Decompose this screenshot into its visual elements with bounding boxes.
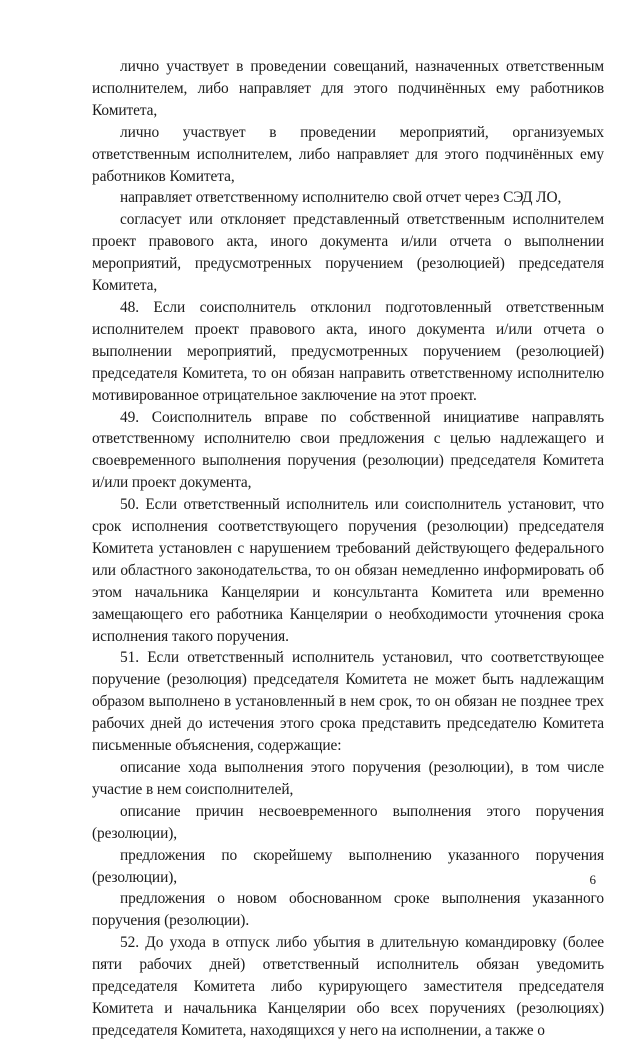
paragraph-item-50: 50. Если ответственный исполнитель или соисполнитель установит, что срок исполнения соответствующего поручения (резолюции) председателя Комитета установлен с нарушением требований действующего федерального или областного законодательства, то он обязан немедленно информировать об этом начальника Канцелярии и консультанта Комитета или временно замещающего его работника Канцелярии о необходимости уточнения срока исполнения такого поручения. [92, 496, 604, 645]
paragraph: направляет ответственному исполнителю свой отчет через СЭД ЛО, [120, 189, 562, 207]
page-number: 6 [589, 872, 596, 887]
paragraph-item-49: 49. Соисполнитель вправе по собственной инициативе направлять ответственному исполнителю свои предложения с целью надлежащего и своевременного выполнения поручения (резолюции) председателя Комитета и/или проект документа, [92, 408, 604, 492]
paragraph: описание хода выполнения этого поручения (резолюции), в том числе участие в нем соисполнителей, [92, 759, 604, 798]
paragraph: согласует или отклоняет представленный ответственным исполнителем проект правового акта, иного документа и/или отчета о выполнении мероприятий, предусмотренных поручением (резолюцией) председателя Комитета, [92, 211, 604, 295]
paragraph-item-52: 52. До ухода в отпуск либо убытия в длительную командировку (более пяти рабочих дней) ответственный исполнитель обязан уведомить председателя Комитета либо курирующего заместителя председателя Комитета и начальника Канцелярии обо всех поручениях (резолюциях) председателя Комитета, находящихся у него на исполнении, а также о [92, 934, 604, 1039]
paragraph: предложения о новом обоснованном сроке выполнения указанного поручения (резолюции). [92, 890, 604, 930]
paragraph: лично участвует в проведении мероприятий, организуемых ответственным исполнителем, либо направляет для этого подчинённых ему работников Комитета, [92, 123, 604, 185]
document-body [92, 56, 604, 1042]
paragraph: описание причин несвоевременного выполнения этого поручения (резолюции), [92, 802, 604, 842]
paragraph: лично участвует в проведении совещаний, назначенных ответственным исполнителем, либо направляет для этого подчинённых ему работников Комитета, [92, 58, 604, 119]
paragraph-item-48: 48. Если соисполнитель отклонил подготовленный ответственным исполнителем проект правового акта, иного документа и/или отчета о выполнении мероприятий, предусмотренных поручением (резолюцией) председателя Комитета, то он обязан направить ответственному исполнителю мотивированное отрицательное заключение на этот проект. [92, 298, 604, 404]
paragraph: предложения по скорейшему выполнению указанного поручения (резолюции), [92, 846, 604, 886]
paragraph-item-51: 51. Если ответственный исполнитель установил, что соответствующее поручение (резолюция) председателя Комитета не может быть надлежащим образом выполнено в установленный в нем срок, то он обязан не позднее трех рабочих дней до истечения этого срока представить председателю Комитета письменные объяснения, содержащие: [92, 649, 604, 755]
